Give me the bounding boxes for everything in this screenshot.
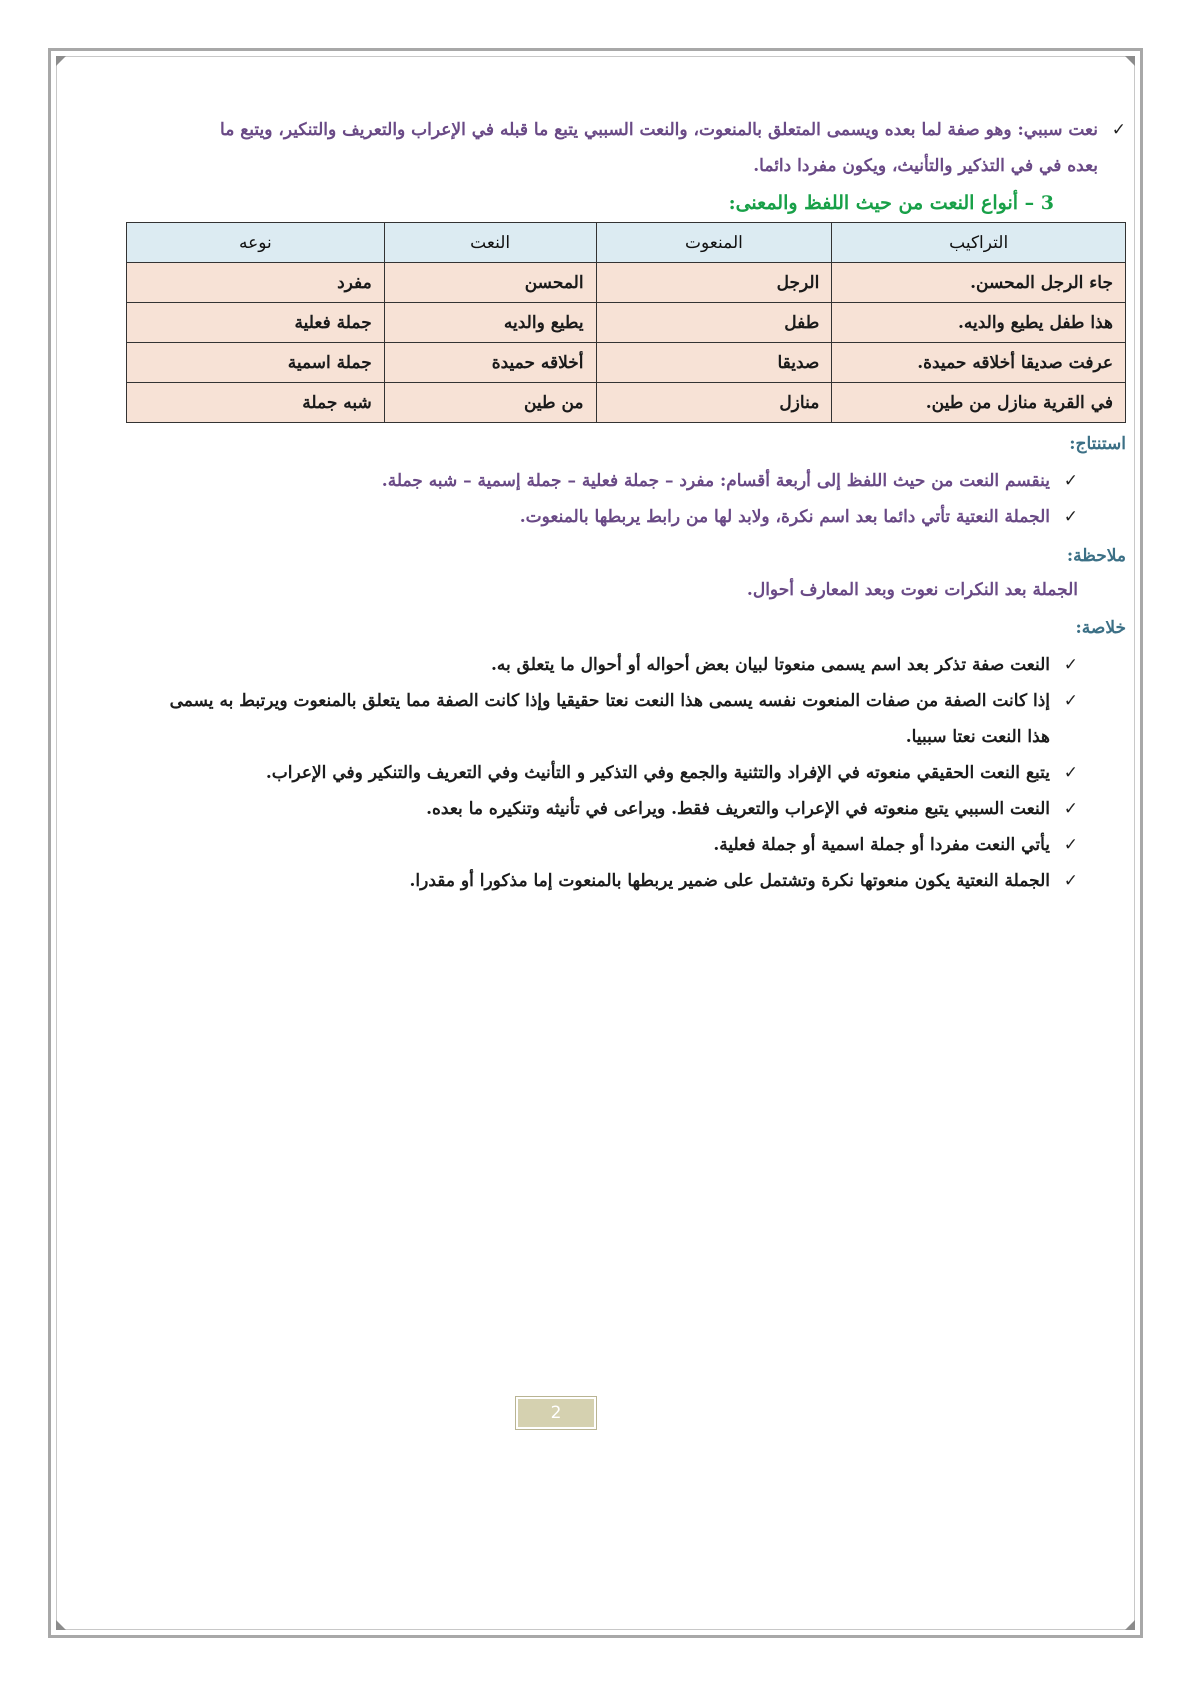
summary-item [56, 863, 1078, 899]
table-cell: مفرد [127, 263, 385, 303]
table-header-row [127, 223, 1126, 263]
table-cell: عرفت صديقا أخلاقه حميدة. [832, 343, 1126, 383]
check-mark-icon: ✓ [1111, 120, 1126, 140]
table-cell: المحسن [384, 263, 596, 303]
intro-text [220, 112, 1098, 184]
check-mark-icon: ✓ [1063, 691, 1078, 711]
check-mark-icon: ✓ [1063, 507, 1078, 527]
summary-item-line-2: هذا النعت نعتا سببيا. [905, 727, 1050, 747]
types-table [126, 222, 1126, 423]
table-row [127, 303, 1126, 343]
summary-item-text [170, 683, 1050, 755]
summary-item-text: يأتي النعت مفردا أو جملة اسمية أو جملة فعلية. [713, 835, 1050, 855]
summary-item [56, 827, 1078, 863]
intro-line-1: نعت سببي: وهو صفة لما بعده ويسمى المتعلق بالمنعوت، والنعت السببي يتبع ما قبله في الإعراب والتعريف والتنكير، ويتبع ما [220, 120, 1098, 140]
conclusion-item-text: الجملة النعتية تأتي دائما بعد اسم نكرة، ولابد لها من رابط يربطها بالمنعوت. [519, 507, 1050, 527]
table-row [127, 343, 1126, 383]
page-content [56, 112, 1126, 899]
table-header-cell: نوعه [127, 223, 385, 263]
summary-item-text: يتبع النعت الحقيقي منعوته في الإفراد والتثنية والجمع وفي التذكير و التأنيث وفي التعريف والتنكير وفي الإعراب. [265, 763, 1050, 783]
check-mark-icon: ✓ [1063, 799, 1078, 819]
note-label: ملاحظة: [1066, 546, 1126, 566]
summary-item [56, 647, 1078, 683]
table-header-cell: النعت [384, 223, 596, 263]
conclusion-item [56, 499, 1078, 535]
page-number: 2 [516, 1397, 596, 1429]
check-mark-icon: ✓ [1063, 471, 1078, 491]
section-heading: 3 – أنواع النعت من حيث اللفظ والمعنى: [728, 192, 1054, 214]
summary-label: خلاصة: [1075, 618, 1126, 638]
conclusion-item-text: ينقسم النعت من حيث اللفظ إلى أربعة أقسام: مفرد – جملة فعلية – جملة إسمية – شبه جملة. [381, 471, 1050, 491]
table-cell: طفل [596, 303, 832, 343]
summary-item-line-1: إذا كانت الصفة من صفات المنعوت نفسه يسمى هذا النعت نعتا حقيقيا وإذا كانت الصفة مما يتعلق بالمنعوت ويرتبط به يسمى [169, 691, 1050, 711]
table-cell: هذا طفل يطيع والديه. [832, 303, 1126, 343]
conclusion-item [56, 463, 1078, 499]
table-cell: في القرية منازل من طين. [832, 383, 1126, 423]
summary-item [56, 791, 1078, 827]
note-text: الجملة بعد النكرات نعوت وبعد المعارف أحوال. [746, 580, 1078, 600]
summary-item-text: النعت صفة تذكر بعد اسم يسمى منعوتا لبيان بعض أحواله أو أحوال ما يتعلق به. [490, 655, 1050, 675]
table-cell: شبه جملة [127, 383, 385, 423]
table-row [127, 383, 1126, 423]
table-header-cell: التراكيب [832, 223, 1126, 263]
intro-line-2: بعده في في التذكير والتأنيث، ويكون مفردا دائما. [753, 156, 1098, 176]
table-cell: جاء الرجل المحسن. [832, 263, 1126, 303]
summary-item-text: الجملة النعتية يكون منعوتها نكرة وتشتمل على ضمير يربطها بالمنعوت إما مذكورا أو مقدرا. [409, 871, 1050, 891]
table-cell: منازل [596, 383, 832, 423]
summary-item [56, 683, 1078, 755]
summary-item [56, 755, 1078, 791]
check-mark-icon: ✓ [1063, 871, 1078, 891]
intro-bullet [56, 112, 1126, 184]
table-cell: صديقا [596, 343, 832, 383]
table-header-cell: المنعوت [596, 223, 832, 263]
summary-item-text: النعت السببي يتبع منعوته في الإعراب والتعريف فقط. ويراعى في تأنيثه وتنكيره ما بعده. [426, 799, 1050, 819]
table-cell: جملة اسمية [127, 343, 385, 383]
table-row [127, 263, 1126, 303]
table-cell: أخلاقه حميدة [384, 343, 596, 383]
table-cell: الرجل [596, 263, 832, 303]
check-mark-icon: ✓ [1063, 655, 1078, 675]
conclusion-label: استنتاج: [1069, 434, 1126, 454]
table-cell: يطيع والديه [384, 303, 596, 343]
check-mark-icon: ✓ [1063, 835, 1078, 855]
check-mark-icon: ✓ [1063, 763, 1078, 783]
table-cell: من طين [384, 383, 596, 423]
table-cell: جملة فعلية [127, 303, 385, 343]
